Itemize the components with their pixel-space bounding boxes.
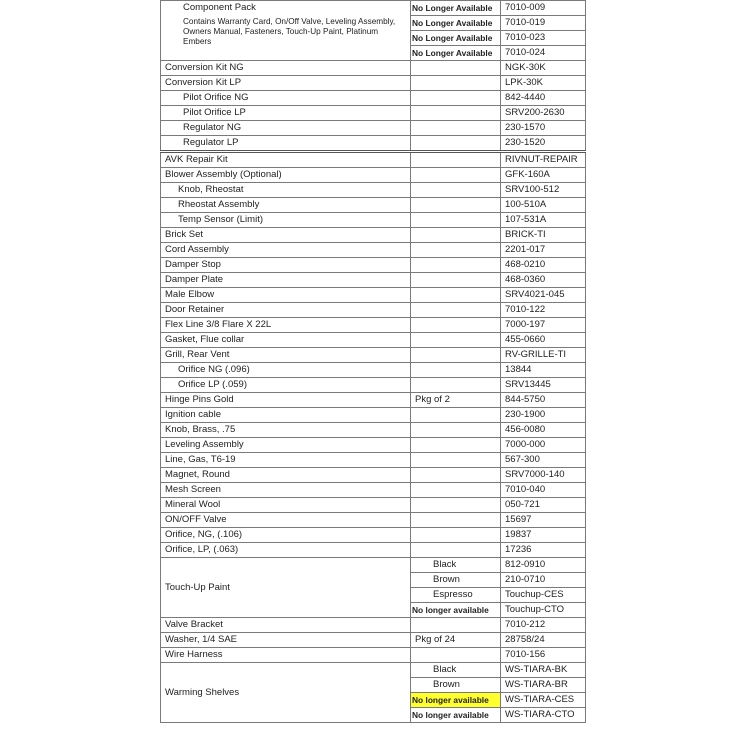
part-name: Orifice NG (.096) bbox=[161, 363, 411, 378]
table-row bbox=[161, 228, 586, 243]
part-note bbox=[411, 213, 501, 228]
part-note bbox=[411, 243, 501, 258]
part-note bbox=[411, 513, 501, 528]
table-row bbox=[161, 363, 586, 378]
table-row bbox=[161, 618, 586, 633]
option-note: Brown bbox=[411, 678, 501, 693]
part-number: RV-GRILLE-TI bbox=[501, 348, 586, 363]
option-note: Brown bbox=[411, 573, 501, 588]
parts-table bbox=[160, 0, 586, 723]
part-number: 7010-024 bbox=[501, 46, 586, 61]
part-note bbox=[411, 498, 501, 513]
part-number: 7000-197 bbox=[501, 318, 586, 333]
part-number: WS-TIARA-BR bbox=[501, 678, 586, 693]
part-note bbox=[411, 168, 501, 183]
part-name: AVK Repair Kit bbox=[161, 152, 411, 168]
part-note bbox=[411, 91, 501, 106]
warming-shelves-label: Warming Shelves bbox=[161, 663, 411, 723]
availability-note: No Longer Available bbox=[411, 31, 501, 46]
part-number: WS-TIARA-CTO bbox=[501, 708, 586, 723]
table-row bbox=[161, 648, 586, 663]
part-name: Knob, Brass, .75 bbox=[161, 423, 411, 438]
part-number: SRV13445 bbox=[501, 378, 586, 393]
table-row bbox=[161, 348, 586, 363]
table-row bbox=[161, 318, 586, 333]
part-number: NGK-30K bbox=[501, 61, 586, 76]
table-row bbox=[161, 333, 586, 348]
table-row bbox=[161, 61, 586, 76]
part-note bbox=[411, 76, 501, 91]
part-note bbox=[411, 61, 501, 76]
option-note: No longer available bbox=[411, 708, 501, 723]
part-name: Pilot Orifice LP bbox=[161, 106, 411, 121]
table-row bbox=[161, 16, 586, 31]
part-name: Ignition cable bbox=[161, 408, 411, 423]
part-name: Orifice, NG, (.106) bbox=[161, 528, 411, 543]
part-name: Damper Plate bbox=[161, 273, 411, 288]
part-note bbox=[411, 648, 501, 663]
part-number: BRICK-TI bbox=[501, 228, 586, 243]
table-row bbox=[161, 91, 586, 106]
part-note bbox=[411, 468, 501, 483]
part-name: Orifice, LP, (.063) bbox=[161, 543, 411, 558]
part-note bbox=[411, 618, 501, 633]
part-number: 7010-009 bbox=[501, 1, 586, 16]
component-pack-description: Contains Warranty Card, On/Off Valve, Leveling Assembly, Owners Manual, Fasteners, Touch-Up Paint, Platinum Embers bbox=[161, 16, 411, 61]
part-number: 2201-017 bbox=[501, 243, 586, 258]
part-note bbox=[411, 183, 501, 198]
option-note: Black bbox=[411, 663, 501, 678]
part-number: SRV7000-140 bbox=[501, 468, 586, 483]
part-name: Regulator NG bbox=[161, 121, 411, 136]
part-note bbox=[411, 273, 501, 288]
part-number: 100-510A bbox=[501, 198, 586, 213]
part-number: LPK-30K bbox=[501, 76, 586, 91]
part-number: 812-0910 bbox=[501, 558, 586, 573]
part-number: 28758/24 bbox=[501, 633, 586, 648]
availability-note: No Longer Available bbox=[411, 16, 501, 31]
part-note bbox=[411, 363, 501, 378]
part-name: Orifice LP (.059) bbox=[161, 378, 411, 393]
component-pack-label: Component Pack bbox=[161, 1, 411, 16]
part-note bbox=[411, 453, 501, 468]
part-number: 19837 bbox=[501, 528, 586, 543]
part-number: 107-531A bbox=[501, 213, 586, 228]
table-row bbox=[161, 76, 586, 91]
part-name: Pilot Orifice NG bbox=[161, 91, 411, 106]
part-number: WS-TIARA-CES bbox=[501, 693, 586, 708]
part-name: Magnet, Round bbox=[161, 468, 411, 483]
part-number: 468-0360 bbox=[501, 273, 586, 288]
part-note bbox=[411, 318, 501, 333]
part-note bbox=[411, 106, 501, 121]
table-row bbox=[161, 136, 586, 152]
table-row bbox=[161, 558, 586, 573]
part-number: 842-4440 bbox=[501, 91, 586, 106]
part-name: Knob, Rheostat bbox=[161, 183, 411, 198]
table-row bbox=[161, 152, 586, 168]
table-row bbox=[161, 543, 586, 558]
table-row bbox=[161, 408, 586, 423]
table-row bbox=[161, 663, 586, 678]
part-note bbox=[411, 333, 501, 348]
part-number: GFK-160A bbox=[501, 168, 586, 183]
part-note bbox=[411, 228, 501, 243]
table-row bbox=[161, 633, 586, 648]
part-number: WS-TIARA-BK bbox=[501, 663, 586, 678]
part-note bbox=[411, 121, 501, 136]
part-name: Flex Line 3/8 Flare X 22L bbox=[161, 318, 411, 333]
part-name: Wire Harness bbox=[161, 648, 411, 663]
part-number: 230-1520 bbox=[501, 136, 586, 152]
part-name: Mineral Wool bbox=[161, 498, 411, 513]
part-note bbox=[411, 378, 501, 393]
table-row bbox=[161, 243, 586, 258]
part-number: 050-721 bbox=[501, 498, 586, 513]
part-name: Brick Set bbox=[161, 228, 411, 243]
part-note bbox=[411, 198, 501, 213]
part-number: 13844 bbox=[501, 363, 586, 378]
table-row bbox=[161, 273, 586, 288]
table-row bbox=[161, 288, 586, 303]
part-note bbox=[411, 528, 501, 543]
part-note bbox=[411, 136, 501, 152]
availability-note: No Longer Available bbox=[411, 1, 501, 16]
part-name: ON/OFF Valve bbox=[161, 513, 411, 528]
part-note bbox=[411, 303, 501, 318]
part-number: 7010-122 bbox=[501, 303, 586, 318]
table-row bbox=[161, 513, 586, 528]
part-name: Regulator LP bbox=[161, 136, 411, 152]
part-note bbox=[411, 408, 501, 423]
part-number: 468-0210 bbox=[501, 258, 586, 273]
part-note bbox=[411, 423, 501, 438]
table-row bbox=[161, 453, 586, 468]
part-number: 230-1900 bbox=[501, 408, 586, 423]
part-number: 844-5750 bbox=[501, 393, 586, 408]
part-name: Hinge Pins Gold bbox=[161, 393, 411, 408]
table-row bbox=[161, 121, 586, 136]
part-name: Mesh Screen bbox=[161, 483, 411, 498]
part-note: Pkg of 2 bbox=[411, 393, 501, 408]
part-number: Touchup-CTO bbox=[501, 603, 586, 618]
part-name: Conversion Kit NG bbox=[161, 61, 411, 76]
part-name: Door Retainer bbox=[161, 303, 411, 318]
option-note: No longer available bbox=[411, 603, 501, 618]
table-row bbox=[161, 198, 586, 213]
part-number: 230-1570 bbox=[501, 121, 586, 136]
part-name: Cord Assembly bbox=[161, 243, 411, 258]
part-name: Damper Stop bbox=[161, 258, 411, 273]
table-row bbox=[161, 468, 586, 483]
parts-list-document bbox=[160, 0, 585, 723]
part-number: SRV100-512 bbox=[501, 183, 586, 198]
table-row bbox=[161, 303, 586, 318]
part-number: 567-300 bbox=[501, 453, 586, 468]
part-number: 456-0080 bbox=[501, 423, 586, 438]
table-row bbox=[161, 393, 586, 408]
table-row bbox=[161, 483, 586, 498]
part-number: 17236 bbox=[501, 543, 586, 558]
table-row bbox=[161, 258, 586, 273]
table-row bbox=[161, 498, 586, 513]
table-row bbox=[161, 528, 586, 543]
part-name: Male Elbow bbox=[161, 288, 411, 303]
touch-up-paint-label: Touch-Up Paint bbox=[161, 558, 411, 618]
table-row bbox=[161, 106, 586, 121]
table-row bbox=[161, 438, 586, 453]
part-note bbox=[411, 483, 501, 498]
part-name: Leveling Assembly bbox=[161, 438, 411, 453]
part-number: 7010-023 bbox=[501, 31, 586, 46]
part-number: 455-0660 bbox=[501, 333, 586, 348]
part-note bbox=[411, 438, 501, 453]
part-number: 7010-212 bbox=[501, 618, 586, 633]
table-row bbox=[161, 183, 586, 198]
part-name: Gasket, Flue collar bbox=[161, 333, 411, 348]
part-name: Blower Assembly (Optional) bbox=[161, 168, 411, 183]
part-name: Washer, 1/4 SAE bbox=[161, 633, 411, 648]
part-number: Touchup-CES bbox=[501, 588, 586, 603]
part-note bbox=[411, 258, 501, 273]
table-row bbox=[161, 423, 586, 438]
part-note bbox=[411, 288, 501, 303]
option-note: Espresso bbox=[411, 588, 501, 603]
part-name: Rheostat Assembly bbox=[161, 198, 411, 213]
part-number: SRV200-2630 bbox=[501, 106, 586, 121]
table-row bbox=[161, 1, 586, 16]
part-name: Line, Gas, T6-19 bbox=[161, 453, 411, 468]
part-name: Temp Sensor (Limit) bbox=[161, 213, 411, 228]
table-row bbox=[161, 378, 586, 393]
part-number: 15697 bbox=[501, 513, 586, 528]
table-row bbox=[161, 213, 586, 228]
table-row bbox=[161, 168, 586, 183]
part-number: SRV4021-045 bbox=[501, 288, 586, 303]
part-note: Pkg of 24 bbox=[411, 633, 501, 648]
part-number: 210-0710 bbox=[501, 573, 586, 588]
part-note bbox=[411, 348, 501, 363]
part-name: Conversion Kit LP bbox=[161, 76, 411, 91]
availability-note: No Longer Available bbox=[411, 46, 501, 61]
part-note bbox=[411, 152, 501, 168]
part-number: RIVNUT-REPAIR bbox=[501, 152, 586, 168]
part-number: 7000-000 bbox=[501, 438, 586, 453]
option-note: No longer available bbox=[411, 693, 501, 708]
part-name: Valve Bracket bbox=[161, 618, 411, 633]
part-number: 7010-040 bbox=[501, 483, 586, 498]
option-note: Black bbox=[411, 558, 501, 573]
part-note bbox=[411, 543, 501, 558]
parts-table-body bbox=[161, 1, 586, 723]
part-number: 7010-019 bbox=[501, 16, 586, 31]
part-name: Grill, Rear Vent bbox=[161, 348, 411, 363]
part-number: 7010-156 bbox=[501, 648, 586, 663]
